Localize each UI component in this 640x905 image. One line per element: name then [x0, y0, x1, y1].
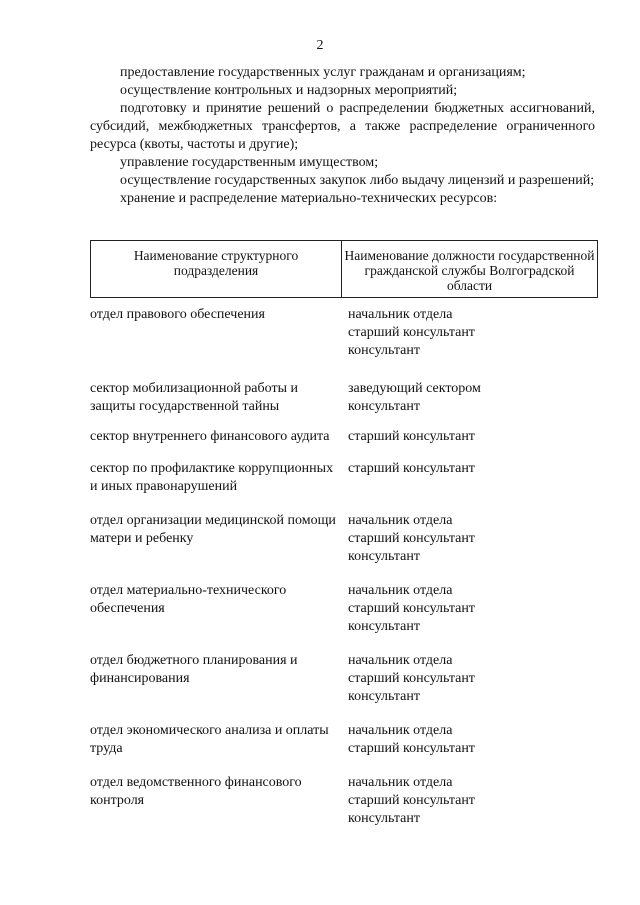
table-row: [90, 380, 598, 416]
intro-paragraph: осуществление государственных закупок либо выдачу лицензий и разрешений;: [120, 173, 595, 188]
position-name: консультант: [348, 343, 420, 358]
unit-name: отдел ведомственного финансового контроля: [90, 775, 302, 808]
unit-name: сектор внутреннего финансового аудита: [90, 429, 330, 444]
table-row: [90, 652, 598, 706]
table-row: [90, 582, 598, 636]
positions-cell: [348, 460, 598, 496]
unit-name: сектор по профилактике коррупционных и иных правонарушений: [90, 461, 334, 494]
position-name: консультант: [348, 811, 420, 826]
unit-name: отдел правового обеспечения: [90, 307, 265, 322]
unit-name: отдел бюджетного планирования и финансирования: [90, 653, 298, 686]
position-name: старший консультант: [348, 429, 475, 444]
unit-name: сектор мобилизационной работы и защиты государственной тайны: [90, 381, 298, 414]
table-row: [90, 512, 598, 566]
position-name: консультант: [348, 689, 420, 704]
table-body: [90, 306, 598, 828]
table-row: [90, 306, 598, 360]
position-name: старший консультант: [348, 531, 475, 546]
unit-name: отдел организации медицинской помощи матери и ребенку: [90, 513, 336, 546]
position-name: начальник отдела: [348, 653, 453, 668]
position-name: старший консультант: [348, 461, 475, 476]
position-name: начальник отдела: [348, 775, 453, 790]
intro-paragraph: осуществление контрольных и надзорных мероприятий;: [120, 83, 458, 98]
intro-paragraph: подготовку и принятие решений о распределении бюджетных ассигнований, субсидий, межбюджетных трансфертов, а также распределение ограниченного ресурса (квоты, частоты и другие);: [90, 101, 595, 152]
table-row: [90, 774, 598, 828]
position-name: старший консультант: [348, 671, 475, 686]
positions-cell: [348, 582, 598, 636]
intro-text: [90, 64, 595, 208]
position-name: старший консультант: [348, 325, 475, 340]
position-name: консультант: [348, 619, 420, 634]
position-name: старший консультант: [348, 793, 475, 808]
position-name: начальник отдела: [348, 513, 453, 528]
position-name: консультант: [348, 549, 420, 564]
positions-cell: [348, 428, 598, 446]
header-unit: Наименование структурного подразделения: [91, 241, 342, 297]
table-header: [90, 240, 598, 298]
table-row: [90, 460, 598, 496]
positions-cell: [348, 306, 598, 360]
intro-paragraph: управление государственным имуществом;: [120, 155, 379, 170]
positions-cell: [348, 774, 598, 828]
unit-name: отдел экономического анализа и оплаты труда: [90, 723, 329, 756]
position-name: начальник отдела: [348, 307, 453, 322]
page-number: 2: [316, 38, 324, 53]
table-row: [90, 428, 598, 446]
header-position: Наименование должности государственной гражданской службы Волгоградской области: [344, 248, 595, 293]
position-name: консультант: [348, 399, 420, 414]
unit-name: отдел материально-технического обеспечения: [90, 583, 287, 616]
position-name: начальник отдела: [348, 583, 453, 598]
intro-paragraph: предоставление государственных услуг гражданам и организациям;: [120, 65, 526, 80]
position-name: старший консультант: [348, 741, 475, 756]
positions-cell: [348, 380, 598, 416]
intro-paragraph: хранение и распределение материально-технических ресурсов:: [120, 191, 498, 206]
positions-cell: [348, 722, 598, 758]
position-name: начальник отдела: [348, 723, 453, 738]
position-name: старший консультант: [348, 601, 475, 616]
table-row: [90, 722, 598, 758]
position-name: заведующий сектором: [348, 381, 481, 396]
positions-cell: [348, 512, 598, 566]
positions-cell: [348, 652, 598, 706]
